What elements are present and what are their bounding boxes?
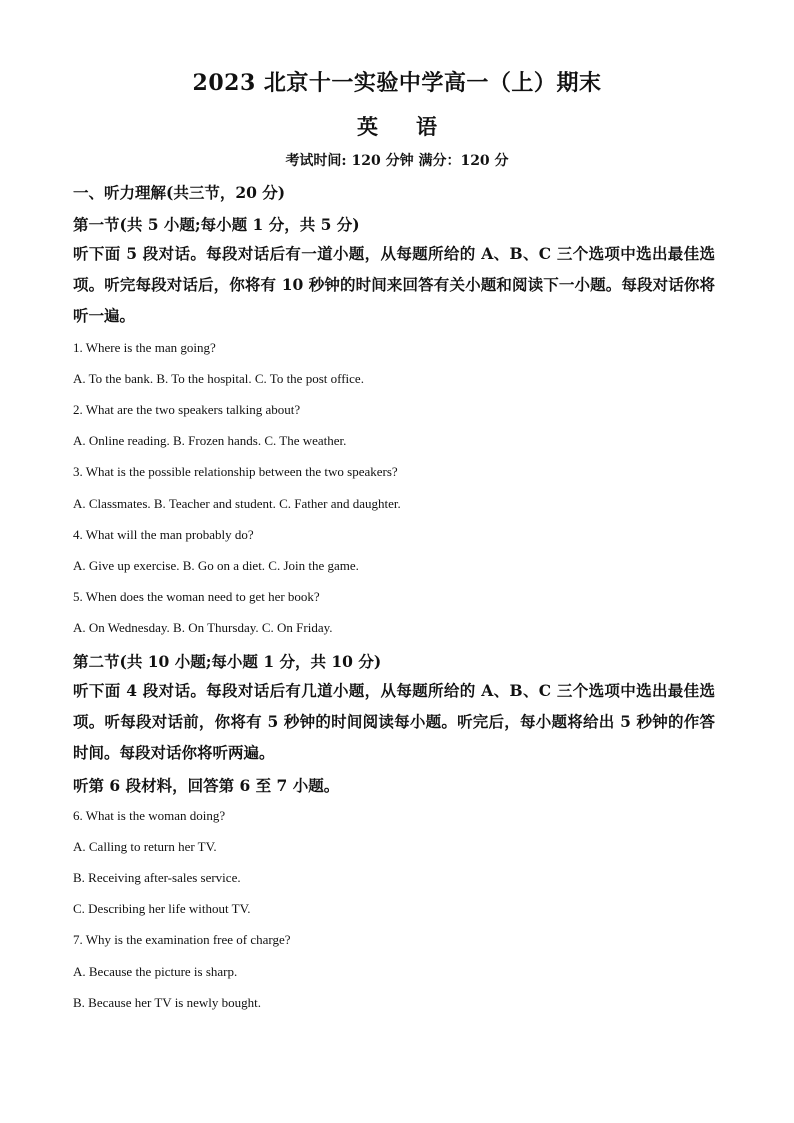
question-2-options: A. Online reading. B. Frozen hands. C. The weather. (73, 433, 347, 448)
question-3: 3. What is the possible relationship between the two speakers? (73, 464, 398, 479)
exam-title: 2023 北京十一实验中学高一（上）期末 (192, 70, 602, 96)
question-6-option-c: C. Describing her life without TV. (73, 901, 251, 916)
question-7-option-b: B. Because her TV is newly bought. (73, 995, 261, 1010)
part1-heading: 第一节(共 5 小题;每小题 1 分，共 5 分) (73, 215, 360, 234)
question-6-option-b: B. Receiving after-sales service. (73, 870, 241, 885)
question-3-options: A. Classmates. B. Teacher and student. C. Father and daughter. (73, 496, 401, 511)
question-2: 2. What are the two speakers talking about? (73, 402, 301, 417)
exam-meta: 考试时间: 120 分钟 满分：120 分 (285, 153, 509, 169)
part1-instructions: 听下面 5 段对话。每段对话后有一道小题，从每题所给的 A、B、C 三个选项中选出最佳选项。听完每段对话后，你将有 10 秒钟的时间来回答有关小题和阅读下一小题。每段对话你将听一遍。 (73, 244, 715, 325)
question-7-option-a: A. Because the picture is sharp. (73, 964, 238, 979)
part2-heading: 第二节(共 10 小题;每小题 1 分，共 10 分) (73, 652, 382, 671)
question-6-option-a: A. Calling to return her TV. (73, 839, 217, 854)
question-5-options: A. On Wednesday. B. On Thursday. C. On Friday. (73, 620, 333, 635)
section-heading: 一、听力理解(共三节，20 分) (73, 183, 286, 202)
material-note: 听第 6 段材料，回答第 6 至 7 小题。 (73, 776, 340, 795)
question-1: 1. Where is the man going? (73, 340, 216, 355)
question-6: 6. What is the woman doing? (73, 808, 226, 823)
question-1-options: A. To the bank. B. To the hospital. C. To the post office. (73, 371, 364, 386)
question-4-options: A. Give up exercise. B. Go on a diet. C. Join the game. (73, 558, 359, 573)
question-4: 4. What will the man probably do? (73, 527, 254, 542)
part2-instructions: 听下面 4 段对话。每段对话后有几道小题，从每题所给的 A、B、C 三个选项中选出最佳选项。听每段对话前，你将有 5 秒钟的时间阅读每小题。听完后，每小题将给出 5 秒钟的作答时间。每段对话你将听两遍。 (73, 681, 715, 762)
question-7: 7. Why is the examination free of charge? (73, 932, 291, 947)
subject-heading: 英语 (357, 114, 475, 139)
question-5: 5. When does the woman need to get her book? (73, 589, 320, 604)
